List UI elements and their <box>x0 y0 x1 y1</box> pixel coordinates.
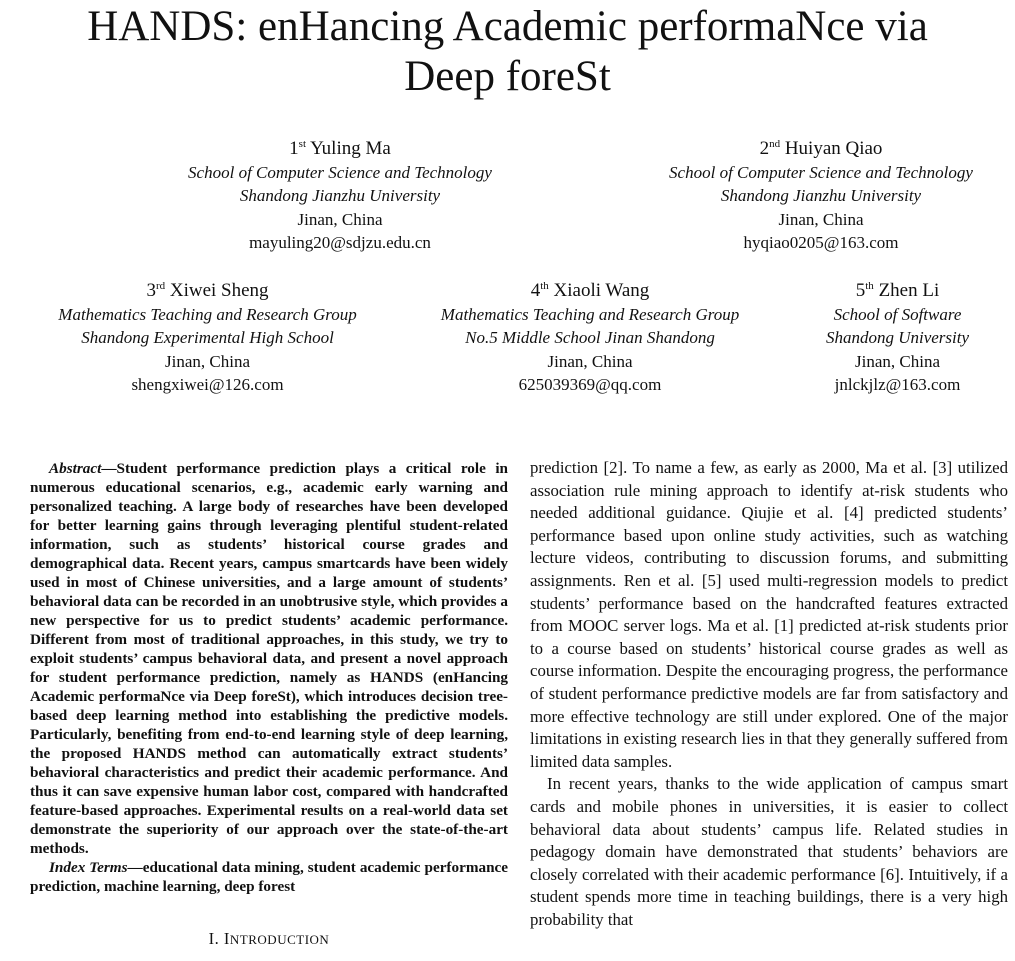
abstract <box>30 459 508 858</box>
author-name: 3rd Xiwei Sheng <box>146 280 269 301</box>
index-terms-text: educational data mining, student academic performance prediction, machine learning, deep forest <box>30 859 509 895</box>
author-institution: Shandong Jianzhu University <box>239 186 441 205</box>
abstract-dash: — <box>101 460 117 477</box>
title-line-2: Deep foreSt <box>404 53 611 100</box>
abstract-text: Student performance prediction plays a critical role in numerous educational scenarios, e.g., academic early warning and personalized teaching. A large body of researches have been developed for better learning gains through leveraging plentiful student-related information, such as students’ historical course grades and demographical data. Recent years, campus smartcards have been widely used in most of Chinese universities, and a large amount of students’ behavioral data can be recorded in an unobtrusive style, which provides a new perspective for us to predict students’ academic performance. Different from most of traditional approaches, in this study, we try to exploit students’ campus behavioral data, and present a novel approach for student performance prediction, namely as HANDS (enHancing Academic performaNce via Deep foreSt), which introduces decision tree-based deep learning method into establishing the predictive models. Particularly, benefiting from end-to-end learning style of deep learning, the proposed HANDS method can automatically extract students’ behavioral characteristics and predict their academic performance. And thus it can save expensive human labor cost, compared with handcrafted feature-based approaches. Experimental results on a real-world data set demonstrate the superiority of our approach over the state-of-the-art methods. <box>30 460 508 857</box>
author-dept: School of Computer Science and Technology <box>669 162 973 182</box>
author-block-5 <box>790 279 1005 397</box>
right-column <box>530 457 1008 931</box>
title-line-1: HANDS: enHancing Academic performaNce via <box>87 3 928 50</box>
author-block-1 <box>130 137 550 255</box>
author-dept: School of Computer Science and Technology <box>188 162 492 182</box>
author-name: 4th Xiaoli Wang <box>530 280 650 301</box>
author-email: 625039369@qq.com <box>518 375 662 394</box>
author-institution: No.5 Middle School Jinan Shandong <box>465 328 715 347</box>
author-city: Jinan, China <box>165 351 250 371</box>
left-column <box>30 459 508 896</box>
author-dept: Mathematics Teaching and Research Group <box>440 304 740 324</box>
author-dept: School of Software <box>833 304 962 324</box>
index-terms-dash: — <box>127 859 143 876</box>
author-name: 1st Yuling Ma <box>289 138 391 159</box>
index-terms-label: Index Terms <box>49 859 128 876</box>
index-terms <box>30 858 508 896</box>
body-paragraph-2: In recent years, thanks to the wide application of campus smart cards and mobile phones in universities, it is easier to collect behavioral data about students’ campus life. Related studies in pedagogy domain have demonstrated that students’ behaviors are closely correlated with their academic performance [6]. Intuitively, if a student spends more time in teaching buildings, there is a very high probability that <box>530 774 1008 929</box>
abstract-label: Abstract <box>49 460 102 477</box>
author-dept: Mathematics Teaching and Research Group <box>58 304 357 324</box>
author-block-2 <box>611 137 1015 255</box>
author-email: jnlckjlz@163.com <box>834 375 961 394</box>
author-city: Jinan, China <box>778 209 864 229</box>
author-name: 2nd Huiyan Qiao <box>759 138 883 159</box>
author-email: mayuling20@sdjzu.edu.cn <box>249 233 431 252</box>
author-city: Jinan, China <box>297 209 383 229</box>
author-institution: Shandong University <box>825 328 970 347</box>
author-institution: Shandong Experimental High School <box>81 328 334 347</box>
author-email: hyqiao0205@163.com <box>743 233 899 252</box>
body-paragraph-1: prediction [2]. To name a few, as early as 2000, Ma et al. [3] utilized association rule mining approach to identify at-risk students who needed additional guidance. Qiujie et al. [4] predicted students’ performance based upon online study activities, such as watching lecture videos, contributing to discussion forums, and submitting assignments. Ren et al. [5] used multi-regression models to predict students’ performance based on the handcrafted features extracted from MOOC server logs. Ma et al. [1] predicted at-risk students prior to a course based on students’ historical course grades as well as course information. Despite the encouraging progress, the performance of student performance predictive models are far from satisfactory and more effective technology are still under explored. One of the major limitations in existing research lies in that they generally suffered from limited data samples. <box>530 458 1008 771</box>
paper-title <box>0 2 1015 102</box>
author-institution: Shandong Jianzhu University <box>720 186 922 205</box>
author-email: shengxiwei@126.com <box>131 375 284 394</box>
author-name: 5th Zhen Li <box>855 280 940 301</box>
author-city: Jinan, China <box>547 351 633 371</box>
author-city: Jinan, China <box>855 351 940 371</box>
author-block-4 <box>400 279 780 397</box>
section-heading-introduction: I. INTRODUCTION <box>208 929 330 948</box>
author-block-3 <box>10 279 405 397</box>
